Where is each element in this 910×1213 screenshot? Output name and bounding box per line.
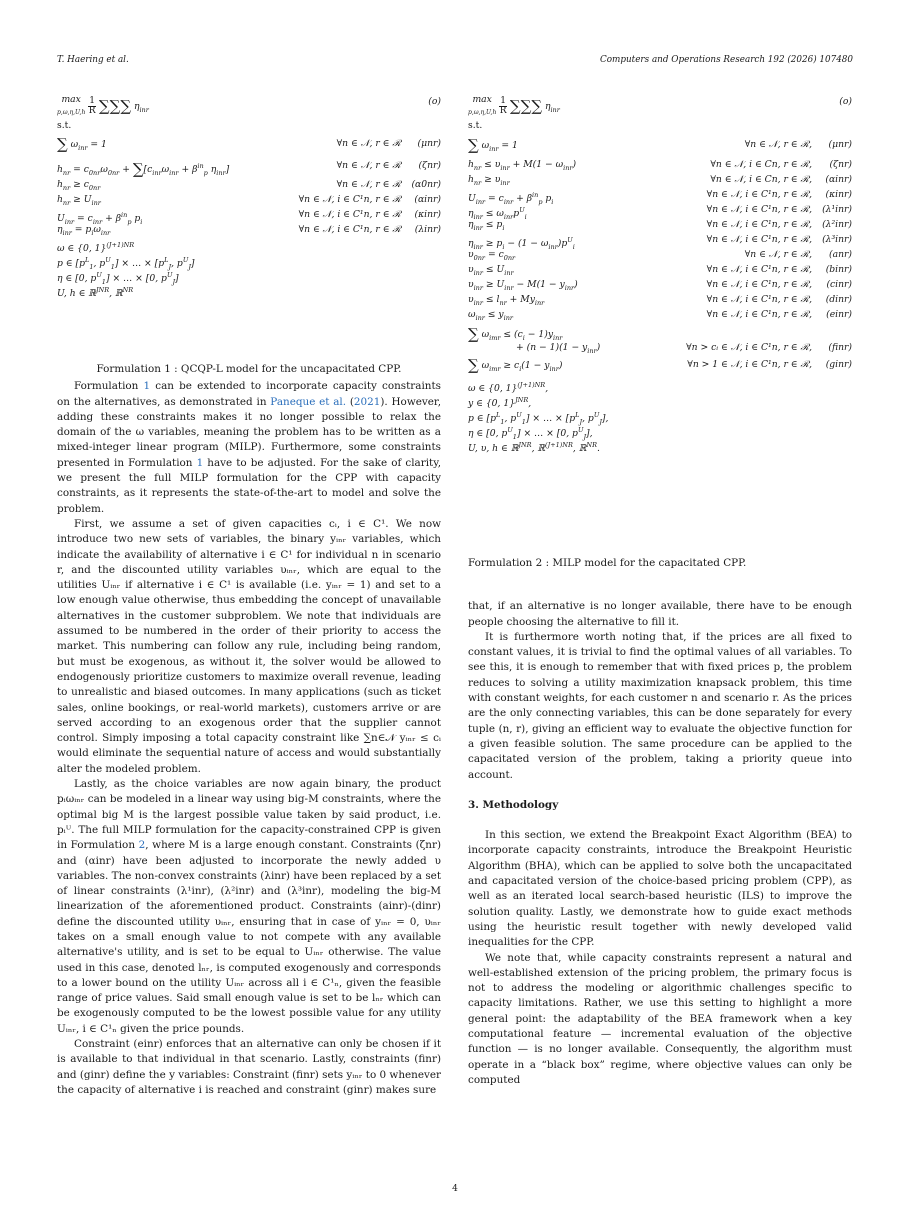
objective-label: (o) [428, 96, 441, 107]
formulation-1-caption: Formulation 1 : QCQP-L model for the uncapacitated CPP. [96, 363, 402, 375]
right-column [468, 88, 852, 1088]
page-number: 4 [452, 1184, 458, 1194]
left-column [57, 88, 441, 1098]
paragraph: First, we assume a set of given capacities cᵢ, i ∈ C¹. We now introduce two new sets of variables, the binary yᵢₙᵣ variables, which indicate the availability of alternative i ∈ C¹ for individual n in scenario r, and the discounted utility variables υᵢₙᵣ, which are equal to the utilities Uᵢₙᵣ if alternative i ∈ C¹ is available (i.e. yᵢₙᵣ = 1) and set to a low enough value otherwise, thus embedding the concept of unavailable alternatives in the customer subproblem. We note that individuals are assumed to be numbered in the order of their priority to access the market. This numbering can follow any rule, including being random, but must be exogenous, as without it, the solver would be allowed to endogenously prioritize customers to maximize overall revenue, leading to unrealistic and biased outcomes. In many applications (such as ticket sales, online bookings, or real-world markets), customers arrive or are served according to an exogenous order that the supplier cannot control. Simply imposing a total capacity constraint like ∑n∈𝒩 yᵢₙᵣ ≤ cᵢ would eliminate the sequential nature of access and would substantially alter the modeled problem. [57, 517, 441, 775]
formulation-2: max p,ω,η,U,h $\frac{1}{R}$ ∑∑∑ $\eta_{inr}$ (o) s.t. ∑ $\omega_{inr} = 1$ ∀n ∈ 𝒩, r ∈ ℛ, (μnr) $h_{nr} \le \upsilon_{inr} + M(1 - \omega_{inr})$ ∀n ∈ 𝒩, i ∈ Cn, r ∈ ℛ, (ζnr) $h_{nr} \ge \upsilon_{inr}$ ∀n ∈ 𝒩, i ∈ Cn, r ∈ ℛ, (αinr) $U_{inr} = c_{inr} + \beta^{in}_p$ $p_i$ ∀n ∈ 𝒩, i ∈ C¹n, r ∈ ℛ, (κinr) $\eta_{inr} \le \omega_{inr}p^U_i$ ∀n ∈ 𝒩, i ∈ C¹n, r ∈ ℛ, (λ¹inr) $\eta_{inr} \le p_i$ ∀n ∈ 𝒩, i ∈ C¹n, r ∈ ℛ, (λ²inr) $\eta_{inr} \ge p_i - (1 - \omega_{inr})p^U_i$ ∀n ∈ 𝒩, i ∈ C¹n, r ∈ ℛ, (λ³inr) $\upsilon_{0nr} = c_{0nr}$ ∀n ∈ 𝒩, r ∈ ℛ, (anr) $\upsilon_{inr} \le U_{inr}$ ∀n ∈ 𝒩, i ∈ C¹n, r ∈ ℛ, (binr) $\upsilon_{inr} \ge U_{inr} - M(1 - y_{inr})$ ∀n ∈ 𝒩, i ∈ C¹n, r ∈ ℛ, (cinr) $\upsilon_{inr} \le l_{nr} + My_{inr}$ ∀n ∈ 𝒩, i ∈ C¹n, r ∈ ℛ, (dinr) $\omega_{inr} \le y_{inr}$ ∀n ∈ 𝒩, i ∈ C¹n, r ∈ ℛ, (einr) ∑ $\omega_{imr} \le (c_i - 1)y_{inr}$ + $(n - 1)(1 - y_{inr})$ ∀n > cᵢ ∈ 𝒩, i ∈ C¹n, r ∈ ℛ, (finr) ∑ $\omega_{imr} \ge c_i(1 - y_{inr})$ ∀n > 1 ∈ 𝒩, i ∈ C¹n, r ∈ ℛ, (ginr) ω ∈ {0, 1}$^{(J+1)NR}$, y ∈ {0, 1}$^{JNR}$, p ∈ [$p^L_1$, $p^U_1$] × … × [$p^L_J$, $p^U_J$], η ∈ [0, $p^U_1$] × … × [0, $p^U_J$], U, υ, h ∈ ℝ$^{JNR}$, ℝ$^{(J+1)NR}$, ℝ$^{NR}$. [468, 94, 852, 454]
formulation-1: max p,ω,η,U,h $\frac{1}{R}$ ∑∑∑ $\eta_{inr}$ (o) s.t. ∑ $\omega_{inr} = 1$ ∀n ∈ 𝒩, r ∈ ℛ (μnr) $h_{nr} = c_{0nr}\omega_{0nr} + \sum[c_{inr}\omega_{inr} + \beta^{in}_p$ $\eta_{inr}$] ∀n ∈ 𝒩, r ∈ ℛ (ζnr) $h_{nr} \ge c_{0nr}$ ∀n ∈ 𝒩, r ∈ ℛ (α0nr) $h_{nr} \ge U_{inr}$ ∀n ∈ 𝒩, i ∈ C¹n, r ∈ ℛ (αinr) $U_{inr} = c_{inr} + \beta^{in}_p$ $p_i$ ∀n ∈ 𝒩, i ∈ C¹n, r ∈ ℛ (κinr) $\eta_{inr} = p_i\omega_{inr}$ ∀n ∈ 𝒩, i ∈ C¹n, r ∈ ℛ (λinr) ω ∈ {0, 1}$^{(J+1)NR}$ p ∈ [$p^L_1$, $p^U_1$] × … × [$p^L_J$, $p^U_J$] η ∈ [0, $p^U_1$] × … × [0, $p^U_J$] U, h ∈ ℝ$^{JNR}$, ℝ$^{NR}$ [57, 94, 441, 299]
paragraph: Constraint (einr) enforces that an alternative can only be chosen if it is available to that individual in that scenario. Lastly, constraints (finr) and (ginr) define the y variables: Constraint (finr) sets yᵢₙᵣ to 0 whenever the capacity of alternative i is reached and constraint (ginr) makes sure [57, 1038, 441, 1096]
paragraph: We note that, while capacity constraints represent a natural and well-established extension of the pricing problem, the primary focus is not to address the modeling or algorithmic challenges specific to capacity limitations. Rather, we use this setting to highlight a more general point: the adaptability of the BEA framework when a key computational feature — incremental evaluation of the objective function — is no longer available. Consequently, the algorithm must operate in a “black box” regime, where objective values can only be computed [468, 951, 852, 1086]
running-header-journal: Computers and Operations Research 192 (2026) 107480 [600, 55, 853, 65]
st-label: s.t. [57, 120, 72, 131]
citation-link[interactable]: Paneque et al. [270, 395, 347, 408]
paragraph: Formulation 1 can be extended to incorporate capacity constraints on the alternatives, as demonstrated in Paneque et al. (2021). However, adding these constraints makes it no longer possible to relax the domain of the ω variables, meaning the problem has to be written as a mixed-integer linear program (MILP). Furthermore, some constraints presented in Formulation 1 have to be adjusted. For the sake of clarity, we present the full MILP formulation for the CPP with capacity constraints, as it represents the state-of-the-art to model and solve the problem. [57, 380, 442, 515]
formulation-ref-link[interactable]: 1 [143, 380, 151, 393]
formulation-ref-link[interactable]: 2 [138, 839, 146, 852]
section-heading: 3. Methodology [468, 798, 559, 811]
paragraph: Lastly, as the choice variables are now again binary, the product pᵢωᵢₙᵣ can be modeled in a linear way using big-M constraints, where the optimal big M is the largest possible value taken by said product, i.e. pᵢᵁ. The full MILP formulation for the capacity-constrained CPP is given in Formulation 2, where M is a large enough constant. Constraints (ζnr) and (αinr) have been adjusted to incorporate the newly added υ variables. The non-convex constraints (λinr) have been replaced by a set of linear constraints (λ¹inr), (λ²inr) and (λ³inr), modeling the big-M linearization of the aforementioned product. Constraints (ainr)-(dinr) define the discounted utility υᵢₙᵣ, ensuring that in case of yᵢₙᵣ = 0, υᵢₙᵣ takes on a small enough value to not compete with any available alternative's utility, and is set to be equal to Uᵢₙᵣ otherwise. The value used in this case, denoted lₙᵣ, is computed exogenously and corresponds to a lower bound on the utility Uᵢₙᵣ across all i ∈ C¹ₙ, given the feasible range of price values. Said small enough value is set to be lₙᵣ which can be exogenously computed to be the lowest possible value for any utility Uᵢₙᵣ, i ∈ C¹ₙ given the price pounds. [57, 778, 441, 1035]
running-header-authors: T. Haering et al. [57, 55, 129, 65]
formulation-ref-link[interactable]: 1 [196, 456, 204, 469]
paragraph: It is furthermore worth noting that, if the prices are all fixed to constant values, it is trivial to find the optimal values of all variables. To see this, it is enough to remember that with fixed prices p, the problem reduces to solving a utility maximization knapsack problem, this time with constant weights, for each customer n and scenario r. As the prices are the only connecting variables, this can be done separately for every tuple (n, r), giving an efficient way to evaluate the objective function for a given feasible solution. The same procedure can be applied to the capacitated version of the problem, taking a priority queue into account. [468, 630, 852, 781]
paragraph: that, if an alternative is no longer available, there have to be enough people choosing the alternative to fill it. [468, 600, 852, 628]
paragraph: In this section, we extend the Breakpoint Exact Algorithm (BEA) to incorporate capacity constraints, introduce the Breakpoint Heuristic Algorithm (BHA), which can be applied to solve both the uncapacitated and capacitated version of the choice-based pricing problem (CPP), as well as an iterated local search-based heuristic (ILS) to improve the solution quality. Lastly, we demonstrate how to guide exact methods using the heuristic result together with newly developed valid inequalities for the CPP. [468, 829, 852, 949]
formulation-2-caption: Formulation 2 : MILP model for the capacitated CPP. [468, 557, 747, 569]
citation-year-link[interactable]: 2021 [353, 395, 381, 408]
